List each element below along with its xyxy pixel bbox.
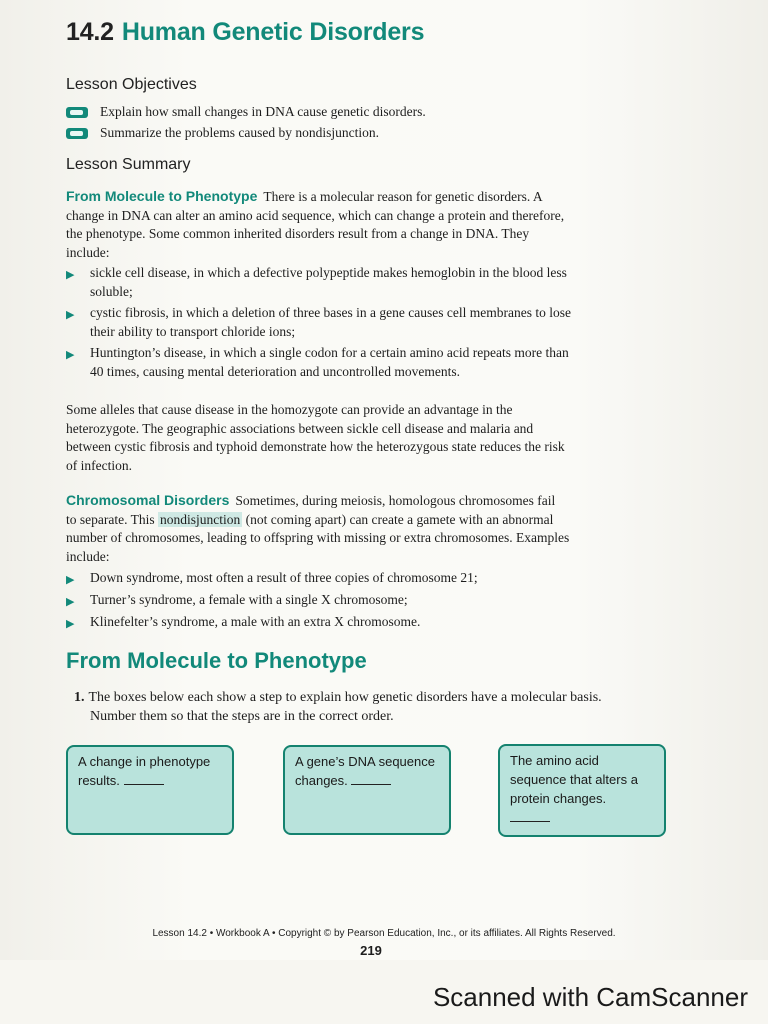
paragraph-line: of infection. [66,457,132,473]
paragraph-line: to separate. This [66,511,158,527]
objective-text: Explain how small changes in DNA cause genetic disorders. [100,104,426,119]
objective-item [66,104,426,120]
answer-blank[interactable] [351,772,391,785]
bullet-text: Klinefelter’s syndrome, a male with an extra X chromosome. [90,614,421,629]
activity-heading: From Molecule to Phenotype [66,648,367,673]
bullet-triangle-icon: ▶ [66,618,75,630]
objective-item [66,125,379,141]
box-text: sequence that alters a [510,772,638,787]
box-text: A gene’s DNA sequence [295,754,435,769]
bullet-text: Down syndrome, most often a result of three copies of chromosome 21; [90,570,478,585]
step-box-protein [498,744,666,837]
paragraph-line: Some alleles that cause disease in the homozygote can provide an advantage in the [66,402,513,417]
box-text: results. [78,773,120,788]
bullet-triangle-icon: ▶ [66,574,75,586]
step-box-dna [283,745,451,835]
lesson-name: Human Genetic Disorders [121,18,425,46]
bullet-text: cystic fibrosis, in which a deletion of three bases in a gene causes cell membranes to lose [90,305,571,320]
chromosomal-bullet [66,591,666,612]
bullet-triangle-icon: ▶ [66,349,75,361]
bullet-triangle-icon: ▶ [66,596,75,608]
disorder-bullet [66,344,666,381]
box-text: A change in phenotype [78,754,211,769]
bullet-text: Huntington’s disease, in which a single codon for a certain amino acid repeats more than [90,345,569,360]
bullet-triangle-icon: ▶ [66,309,75,321]
paragraph-line: change in DNA can alter an amino acid sequence, which can change a protein and therefore, [66,207,565,223]
bullet-triangle-icon: ▶ [66,269,75,281]
box-text: The amino acid [510,753,599,768]
answer-blank[interactable] [510,809,550,822]
paragraph-line: the phenotype. Some common inherited disorders result from a change in DNA. They [66,226,530,241]
paragraph-line: include: [66,244,110,260]
paragraph-line: Sometimes, during meiosis, homologous chromosomes fail [235,493,556,508]
page-number: 219 [360,943,382,958]
lesson-number: 14.2 [66,18,114,46]
chromosomal-paragraph [66,491,666,566]
paragraph-line: include: [66,548,110,564]
step-box-phenotype [66,745,234,835]
chromosomal-bullet [66,569,666,590]
molecule-paragraph [66,187,666,262]
chromosomal-bullet [66,613,666,634]
bullet-text: sickle cell disease, in which a defective polypeptide makes hemoglobin in the blood less [90,265,567,280]
copyright-footer: Lesson 14.2 • Workbook A • Copyright © by Pearson Education, Inc., or its affiliates. All Rights Reserved. [152,928,616,939]
scanner-watermark: Scanned with CamScanner [432,982,748,1012]
paragraph-line: between cystic fibrosis and typhoid demonstrate how the heterozygous state reduces the risk [66,439,565,454]
bullet-text: Turner’s syndrome, a female with a single X chromosome; [90,592,408,607]
paragraph-line: (not coming apart) can create a gamete with an abnormal [242,511,554,527]
objectives-heading: Lesson Objectives [66,76,197,93]
paragraph-line: heterozygote. The geographic associations between sickle cell disease and malaria and [66,420,534,436]
highlighted-term: nondisjunction [159,511,241,527]
objective-key-icon [66,128,88,139]
disorder-bullet [66,264,666,301]
question-text: Number them so that the steps are in the correct order. [90,709,394,724]
question-number: 1. [74,690,85,705]
bullet-text: soluble; [90,283,133,299]
bullet-text: their ability to transport chloride ions; [90,323,296,339]
lesson-title [66,18,424,47]
chromosomal-heading: Chromosomal Disorders [66,492,230,508]
answer-blank[interactable] [124,772,164,785]
paragraph-line: There is a molecular reason for genetic disorders. A [263,189,543,204]
question-text: The boxes below each show a step to explain how genetic disorders have a molecular basis. [88,690,602,705]
objective-key-icon [66,107,88,118]
box-text: protein changes. [510,791,607,806]
alleles-paragraph [66,401,666,475]
box-text: changes. [295,773,348,788]
molecule-heading: From Molecule to Phenotype [66,188,258,204]
bullet-text: 40 times, causing mental deterioration and uncontrolled movements. [90,363,461,379]
objective-text: Summarize the problems caused by nondisjunction. [100,125,379,140]
disorder-bullet [66,304,666,341]
summary-heading: Lesson Summary [66,156,191,173]
question-1 [74,688,694,726]
paragraph-line: number of chromosomes, leading to offspring with missing or extra chromosomes. Examples [66,530,570,545]
